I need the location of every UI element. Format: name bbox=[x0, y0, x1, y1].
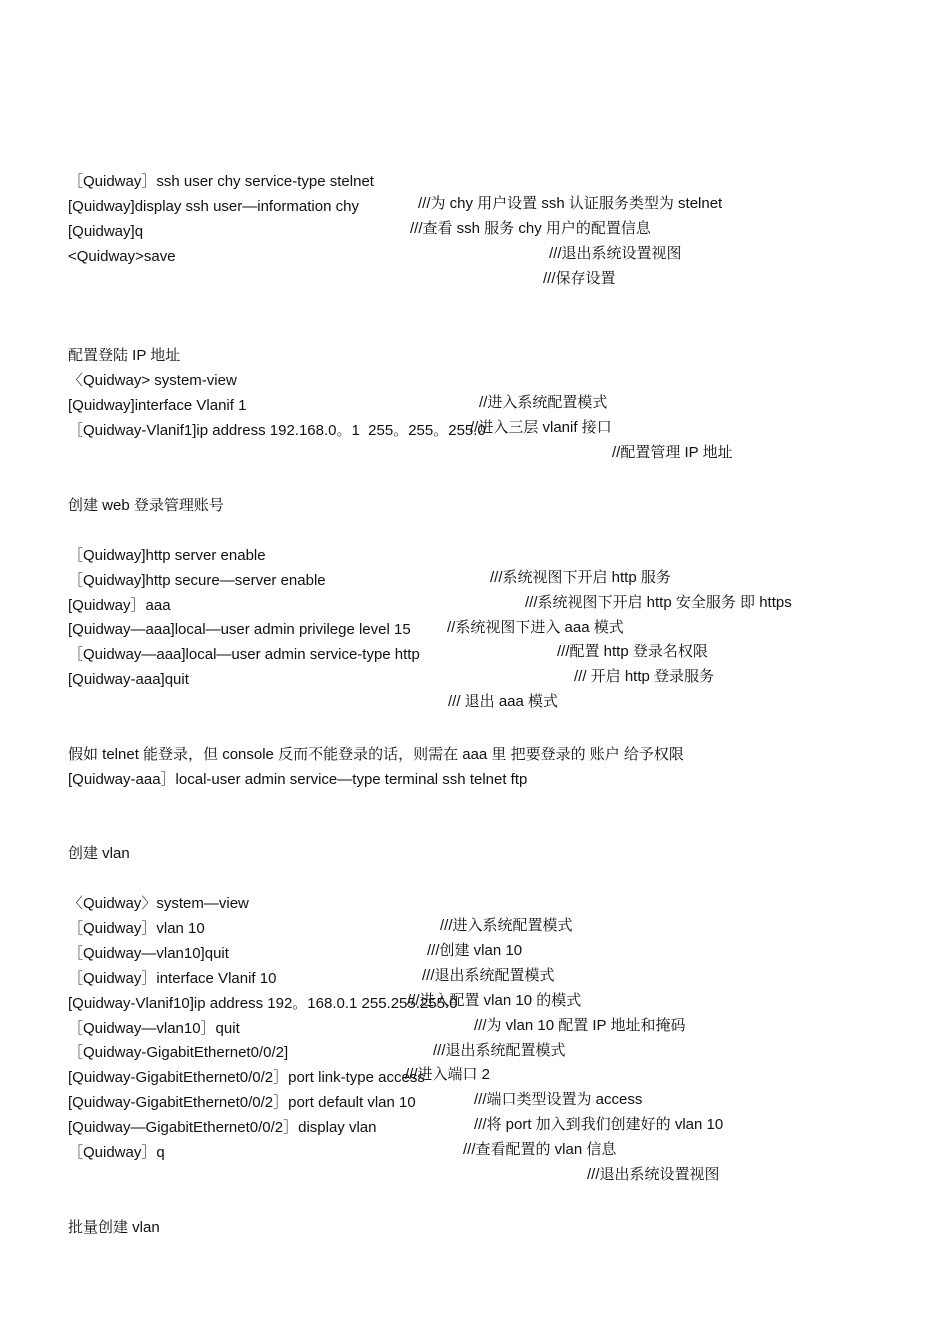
command-text: 〈Quidway〉system—view bbox=[68, 895, 249, 912]
comment-text: /// 退出 aaa 模式 bbox=[448, 693, 559, 710]
command-text: ［Quidway］interface Vlanif 10 bbox=[68, 970, 277, 987]
comment-text: ///为 vlan 10 配置 IP 地址和掩码 bbox=[474, 1017, 686, 1034]
comment-text: ///系统视图下开启 http 安全服务 即 https bbox=[525, 594, 792, 611]
command-text: 〈Quidway> system-view bbox=[68, 372, 237, 389]
comment-text: //进入系统配置模式 bbox=[479, 394, 608, 411]
command-text: ［Quidway］ssh user chy service-type stelnet bbox=[68, 173, 374, 190]
command-text: [Quidway]display ssh user—information chy bbox=[68, 198, 359, 215]
comment-text: ///将 port 加入到我们创建好的 vlan 10 bbox=[474, 1116, 724, 1133]
command-text: ［Quidway-GigabitEthernet0/0/2] bbox=[68, 1044, 289, 1061]
comment-text: ///退出系统设置视图 bbox=[587, 1166, 720, 1183]
comment-text: ///退出系统配置模式 bbox=[422, 967, 555, 984]
comment-text: ///保存设置 bbox=[543, 270, 616, 287]
comment-text: ///进入配置 vlan 10 的模式 bbox=[407, 992, 582, 1009]
comment-text: //配置管理 IP 地址 bbox=[612, 444, 733, 461]
comment-text: ///端口类型设置为 access bbox=[474, 1091, 643, 1108]
command-text: [Quidway—GigabitEthernet0/0/2］display vlan bbox=[68, 1119, 377, 1136]
comment-text: ///退出系统配置模式 bbox=[433, 1042, 566, 1059]
comment-text: ///进入系统配置模式 bbox=[440, 917, 573, 934]
heading-text: 批量创建 vlan bbox=[68, 1219, 160, 1236]
comment-text: ///查看 ssh 服务 chy 用户的配置信息 bbox=[410, 220, 651, 237]
section-heading bbox=[0, 473, 224, 514]
command-text: ［Quidway]http server enable bbox=[68, 547, 266, 564]
command-text: <Quidway>save bbox=[68, 248, 176, 265]
comment-text: /// 开启 http 登录服务 bbox=[574, 668, 715, 685]
comment-text: ///查看配置的 vlan 信息 bbox=[463, 1141, 617, 1158]
command-text: ［Quidway—aaa]local—user admin service-type http bbox=[68, 646, 420, 663]
command-text: [Quidway—aaa]local—user admin privilege level 15 bbox=[68, 621, 411, 638]
command-text: [Quidway]interface Vlanif 1 bbox=[68, 397, 247, 414]
section-heading bbox=[0, 821, 130, 862]
command-text: [Quidway-Vlanif10]ip address 192。168.0.1 255.255.255.0 bbox=[68, 995, 458, 1012]
command-text: [Quidway-aaa]quit bbox=[68, 671, 189, 688]
command-text: ［Quidway］q bbox=[68, 1144, 165, 1161]
command-text: [Quidway-GigabitEthernet0/0/2］port default vlan 10 bbox=[68, 1094, 416, 1111]
comment-text: ///进入端口 2 bbox=[405, 1066, 491, 1083]
command-text: [Quidway］aaa bbox=[68, 597, 171, 614]
command-text: ［Quidway—vlan10]quit bbox=[68, 945, 229, 962]
command-text: ［Quidway—vlan10］quit bbox=[68, 1020, 240, 1037]
comment-text: ///为 chy 用户设置 ssh 认证服务类型为 stelnet bbox=[418, 195, 723, 212]
command-text: [Quidway-aaa］local-user admin service—type terminal ssh telnet ftp bbox=[68, 771, 528, 788]
comment-text: ///系统视图下开启 http 服务 bbox=[490, 569, 671, 586]
heading-text: 创建 web 登录管理账号 bbox=[68, 497, 224, 514]
command-text: ［Quidway]http secure—server enable bbox=[68, 572, 326, 589]
comment-text: //系统视图下进入 aaa 模式 bbox=[447, 619, 624, 636]
note-line bbox=[0, 722, 684, 763]
comment-text: ///配置 http 登录名权限 bbox=[557, 643, 708, 660]
heading-text: 配置登陆 IP 地址 bbox=[68, 347, 181, 364]
comment-text: //进入三层 vlanif 接口 bbox=[470, 419, 612, 436]
comment-text: ///创建 vlan 10 bbox=[427, 942, 523, 959]
command-text: ［Quidway］vlan 10 bbox=[68, 920, 205, 937]
command-text: [Quidway]q bbox=[68, 223, 144, 240]
section-heading bbox=[0, 323, 181, 364]
command-text: ［Quidway-Vlanif1]ip address 192.168.0。1 255。255。255.0 bbox=[68, 422, 486, 439]
section-heading bbox=[0, 1195, 160, 1236]
heading-text: 创建 vlan bbox=[68, 845, 130, 862]
comment-text: ///退出系统设置视图 bbox=[549, 245, 682, 262]
command-text: [Quidway-GigabitEthernet0/0/2］port link-type access bbox=[68, 1069, 425, 1086]
note-text: 假如 telnet 能登录，但 console 反而不能登录的话，则需在 aaa 里 把要登录的 账户 给予权限 bbox=[68, 746, 684, 763]
